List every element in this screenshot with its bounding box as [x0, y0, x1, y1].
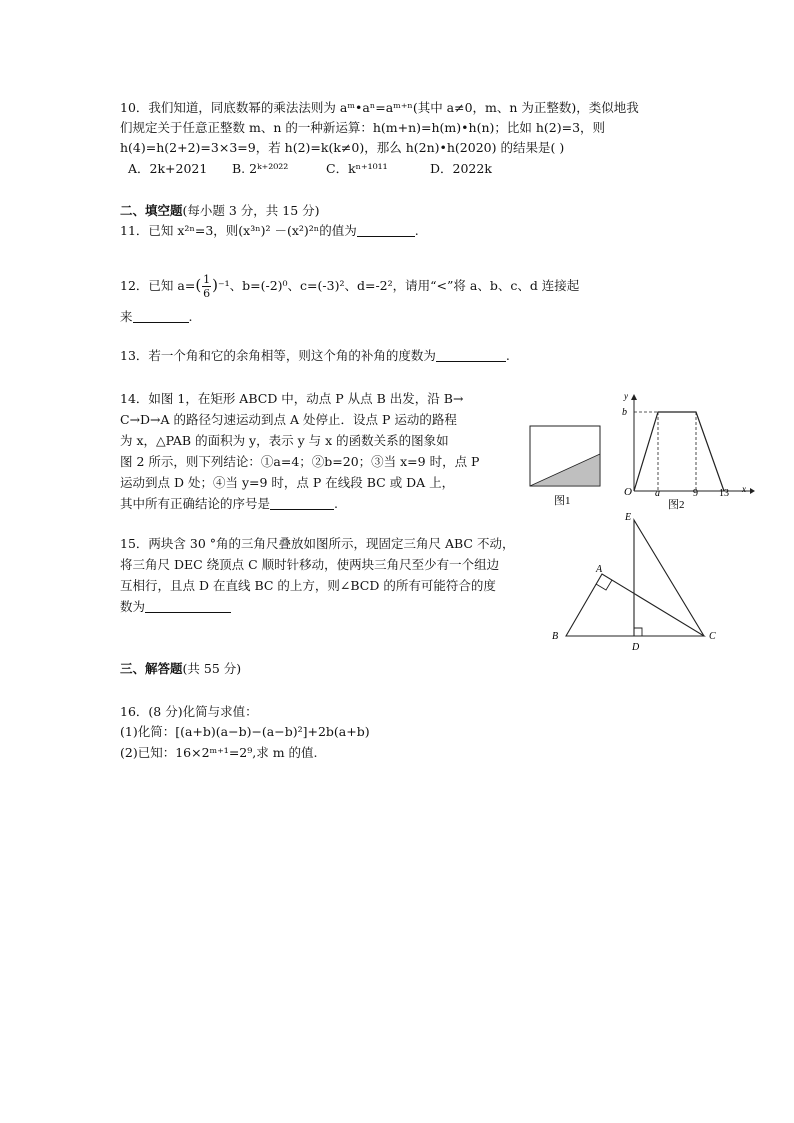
triangle-abc	[566, 574, 704, 636]
q10-line3: h(4)=h(2+2)=3×3=9，若 h(2)=k(k≠0)，那么 h(2n)•h(2020) 的结果是( )	[120, 140, 565, 155]
figure-2-y-arrow	[631, 394, 637, 400]
label-c: C	[709, 631, 716, 642]
label-b: B	[552, 631, 559, 642]
q12-text-a: 12．已知 a=	[120, 278, 196, 293]
section-3-heading	[120, 660, 241, 678]
figure-2	[616, 388, 756, 512]
label-e: E	[625, 512, 632, 523]
q15-line4-text: 数为	[120, 599, 146, 614]
q12-answer-blank[interactable]	[133, 308, 189, 323]
section-3-title: 三、解答题	[120, 661, 183, 676]
right-angle-a	[596, 580, 612, 590]
label-d: D	[632, 642, 640, 652]
q14-line2: C→D→A 的路径匀速运动到点 A 处停止．设点 P 运动的路程	[120, 412, 457, 427]
q12-frac-num: 1	[203, 273, 211, 286]
figure-3	[548, 508, 728, 652]
q12-line2-text: 来	[120, 309, 133, 324]
choice-d: D．2022k	[430, 161, 492, 176]
q10-line1: 10．我们知道，同底数幂的乘法法则为 aᵐ•aⁿ=aᵐ⁺ⁿ(其中 a≠0，m、n 为正整数)，类似地我	[120, 100, 639, 115]
figure-2-tick-13: 13	[719, 488, 729, 499]
triangle-dec	[634, 520, 704, 636]
section-2-title: 二、填空题	[120, 203, 183, 218]
q14-line3: 为 x，△PAB 的面积为 y，表示 y 与 x 的函数关系的图象如	[120, 433, 449, 448]
q16-part2: (2)已知：16×2ᵐ⁺¹=2⁹,求 m 的值.	[120, 745, 318, 760]
choice-a: A．2k+2021	[128, 161, 208, 176]
figure-2-x-arrow	[750, 488, 755, 494]
figure-2-b-label: b	[622, 407, 627, 418]
section-2-heading	[120, 202, 320, 220]
q15-line4	[120, 598, 231, 616]
q12-end: .	[188, 309, 193, 324]
figure-1	[528, 424, 606, 510]
q15-line2: 将三角尺 DEC 绕顶点 C 顺时针移动，使两块三角尺至少有一个组边	[120, 557, 500, 572]
label-a: A	[596, 564, 603, 575]
choice-c: C．kⁿ⁺¹⁰¹¹	[326, 161, 388, 176]
q14-end: .	[334, 496, 338, 511]
q12-line1: 12．已知 a=( $\frac{1}{6}$ )⁻¹、b=(-2)⁰、c=(-3)²、d=-2²，请用“<”将 a、b、c、d 连接起	[120, 273, 580, 300]
q14-line6-text: 其中所有正确结论的序号是	[120, 496, 271, 511]
q11-end: .	[414, 223, 419, 238]
figure-2-origin-label: O	[624, 486, 632, 498]
q13-text: 13．若一个角和它的余角相等，则这个角的补角的度数为	[120, 348, 436, 363]
q12-frac-den: 6	[203, 287, 211, 300]
q12-line2	[120, 308, 193, 326]
q16-title: 16．(8 分)化简与求值：	[120, 704, 258, 719]
right-angle-d	[634, 628, 642, 636]
q15-line1: 15．两块含 30 °角的三角尺叠放如图所示，现固定三角尺 ABC 不动，	[120, 536, 515, 551]
q10-choices	[128, 160, 492, 178]
figure-1-caption: 图1	[554, 495, 571, 507]
figure-2-y-label: y	[624, 391, 628, 401]
figure-2-tick-9: 9	[693, 488, 698, 499]
q16-part1: (1)化简：[(a+b)(a−b)−(a−b)²]+2b(a+b)	[120, 724, 370, 739]
figure-2-graph-line	[634, 412, 724, 491]
figure-2-x-label: x	[742, 484, 746, 494]
q11	[120, 222, 419, 240]
section-3-note: (共 55 分)	[182, 661, 242, 676]
q14-answer-blank[interactable]	[270, 495, 334, 510]
figure-2-tick-a: a	[655, 488, 660, 499]
q13-answer-blank[interactable]	[436, 347, 506, 362]
q15-answer-blank[interactable]	[145, 598, 231, 613]
q15-line3: 互相行，且点 D 在直线 BC 的上方，则∠BCD 的所有可能符合的度	[120, 578, 496, 593]
q11-answer-blank[interactable]	[357, 222, 415, 237]
q12-text-b: ⁻¹、b=(-2)⁰、c=(-3)²、d=-2²，请用“<”将 a、b、c、d 连接起	[218, 278, 580, 293]
q14-line1: 14．如图 1，在矩形 ABCD 中，动点 P 从点 B 出发，沿 B→	[120, 391, 464, 406]
q10-line2: 们规定关于任意正整数 m、n 的一种新运算：h(m+n)=h(m)•h(n)；比如 h(2)=3，则	[120, 120, 606, 135]
figure-2-caption: 图2	[668, 499, 685, 511]
section-2-note: (每小题 3 分，共 15 分)	[182, 203, 320, 218]
choice-b: B. 2ᵏ⁺²⁰²²	[232, 161, 289, 176]
q14-line5: 运动到点 D 处；④当 y=9 时，点 P 在线段 BC 或 DA 上，	[120, 475, 455, 490]
q13	[120, 347, 510, 365]
q14-line6	[120, 495, 338, 513]
q14-line4: 图 2 所示，则下列结论：①a=4；②b=20；③当 x=9 时，点 P	[120, 454, 480, 469]
q13-end: .	[505, 348, 510, 363]
q11-text: 11．已知 x²ⁿ=3，则(x³ⁿ)² －(x²)²ⁿ的值为	[120, 223, 357, 238]
